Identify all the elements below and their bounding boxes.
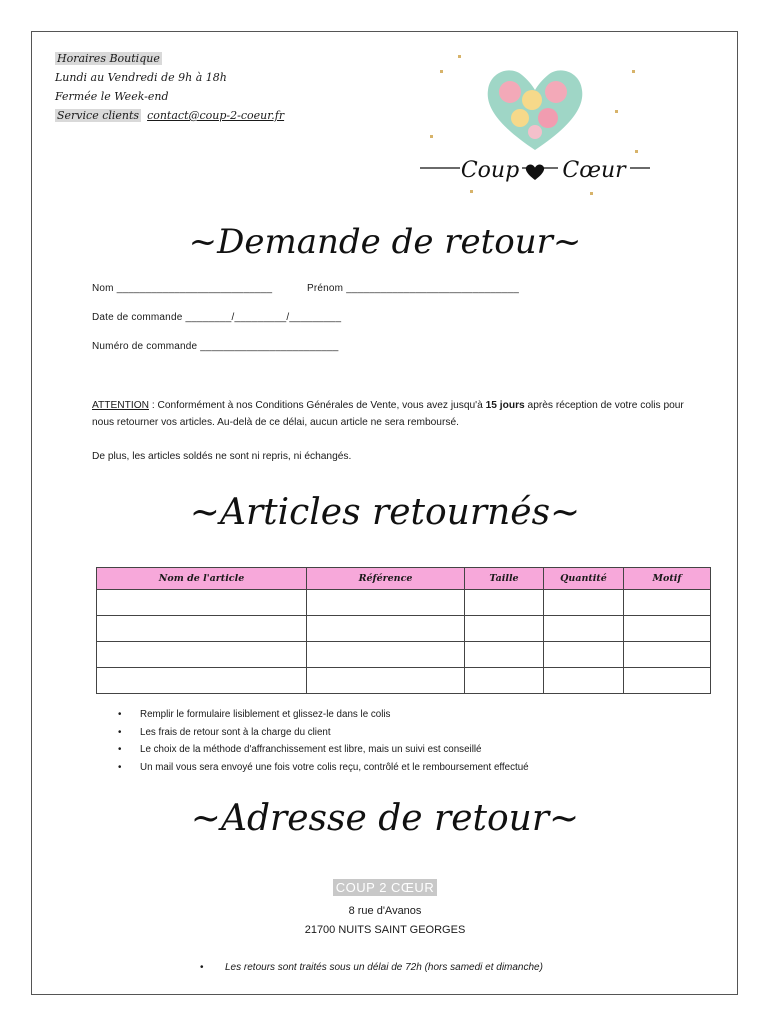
articles-table — [96, 567, 711, 694]
rules-list — [118, 706, 529, 776]
table-cell[interactable] — [465, 616, 544, 642]
title-articles: ~Articles retournés~ — [189, 492, 581, 533]
col-reference: Référence — [307, 568, 465, 590]
table-cell[interactable] — [624, 668, 711, 694]
col-quantite: Quantité — [544, 568, 624, 590]
field-date[interactable]: Date de commande ________/_________/_________ — [92, 312, 342, 323]
heart-icon — [526, 165, 544, 180]
table-cell[interactable] — [97, 668, 307, 694]
table-cell[interactable] — [544, 616, 624, 642]
list-item: • Les frais de retour sont à la charge du client — [118, 724, 529, 742]
col-taille: Taille — [465, 568, 544, 590]
table-cell[interactable] — [307, 590, 465, 616]
table-row — [97, 616, 711, 642]
list-item: • Le choix de la méthode d'affranchissement est libre, mais un suivi est conseillé — [118, 741, 529, 759]
col-motif: Motif — [624, 568, 711, 590]
table-header-row — [97, 568, 711, 590]
table-cell[interactable] — [544, 642, 624, 668]
field-numero[interactable]: Numéro de commande ________________________ — [92, 341, 339, 352]
field-nom[interactable]: Nom ___________________________ — [92, 283, 273, 294]
field-prenom[interactable]: Prénom ______________________________ — [307, 283, 520, 294]
table-cell[interactable] — [465, 642, 544, 668]
table-cell[interactable] — [465, 668, 544, 694]
soldes-note: De plus, les articles soldés ne sont ni repris, ni échangés. — [92, 451, 352, 462]
company-name: COUP 2 CŒUR — [333, 879, 437, 896]
table-row — [97, 668, 711, 694]
table-cell[interactable] — [624, 642, 711, 668]
heart-flower-icon — [488, 70, 583, 150]
hours-label: Horaires Boutique — [57, 52, 160, 65]
service-label: Service clients — [57, 109, 140, 122]
table-row — [97, 642, 711, 668]
opening-days: Lundi au Vendredi de 9h à 18h — [55, 71, 227, 84]
address-street: 8 rue d'Avanos — [348, 905, 422, 917]
title-request: ~Demande de retour~ — [188, 222, 582, 262]
attention-paragraph: ATTENTION : Conformément à nos Conditions Générales de Vente, vous avez jusqu'à 15 jours après réception de votre colis pour nous retourner vos articles. Au-delà de ce délai, aucun article ne sera remboursé. — [92, 400, 684, 428]
table-cell[interactable] — [465, 590, 544, 616]
address-city: 21700 NUITS SAINT GEORGES — [304, 924, 466, 936]
logo-word-left: Coup — [460, 158, 520, 183]
brand-logo — [410, 40, 660, 210]
shop-info — [55, 49, 284, 125]
attention-label: ATTENTION — [92, 400, 149, 411]
col-nom-article: Nom de l'article — [97, 568, 307, 590]
table-cell[interactable] — [97, 616, 307, 642]
title-address: ~Adresse de retour~ — [190, 798, 580, 839]
list-item: • Un mail vous sera envoyé une fois votre colis reçu, contrôlé et le remboursement effectué — [118, 759, 529, 777]
email-link[interactable]: contact@coup-2-coeur.fr — [147, 109, 285, 122]
table-cell[interactable] — [307, 642, 465, 668]
list-item: • Remplir le formulaire lisiblement et glissez-le dans le colis — [118, 706, 529, 724]
table-cell[interactable] — [307, 616, 465, 642]
table-row — [97, 590, 711, 616]
table-cell[interactable] — [97, 642, 307, 668]
closed-days: Fermée le Week-end — [55, 90, 169, 103]
table-cell[interactable] — [624, 590, 711, 616]
table-cell[interactable] — [307, 668, 465, 694]
deadline: 15 jours — [485, 400, 525, 411]
processing-note: • Les retours sont traités sous un délai de 72h (hors samedi et dimanche) — [200, 962, 543, 973]
table-cell[interactable] — [544, 590, 624, 616]
table-cell[interactable] — [544, 668, 624, 694]
logo-word-right: Cœur — [562, 158, 626, 183]
table-cell[interactable] — [624, 616, 711, 642]
table-cell[interactable] — [97, 590, 307, 616]
